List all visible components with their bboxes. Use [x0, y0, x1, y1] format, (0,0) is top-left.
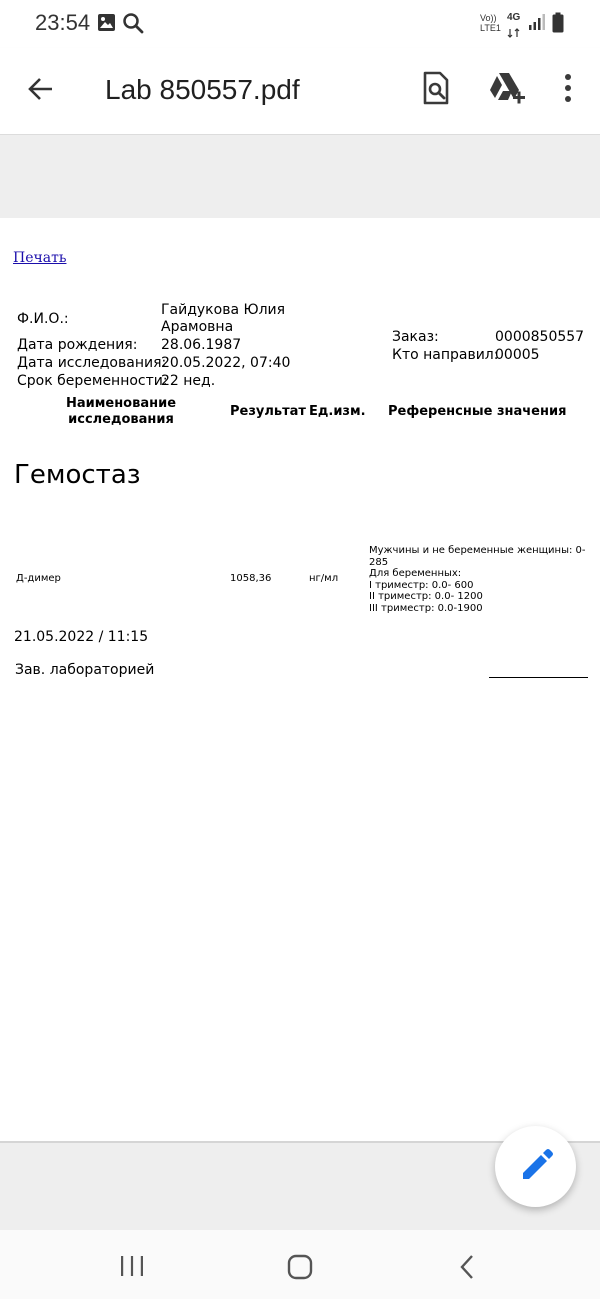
- section-title: Гемостаз: [14, 460, 141, 490]
- volte-top: Vo)): [480, 13, 497, 23]
- more-options-button[interactable]: [548, 68, 588, 108]
- study-date-value: 20.05.2022, 07:40: [161, 355, 291, 371]
- edit-fab-button[interactable]: [495, 1126, 576, 1207]
- home-icon: [286, 1253, 314, 1281]
- pencil-icon: [495, 1126, 576, 1207]
- referrer-label: Кто направил:: [392, 347, 499, 363]
- row-test-name: Д-димер: [16, 573, 61, 584]
- study-date-label: Дата исследования:: [17, 355, 167, 371]
- find-in-document-button[interactable]: [416, 68, 456, 108]
- data-arrows-icon: [507, 23, 521, 42]
- row-units: нг/мл: [309, 573, 339, 584]
- pregnancy-value: 22 нед.: [161, 373, 216, 389]
- dob-label: Дата рождения:: [17, 337, 138, 353]
- reference-line-3: I триместр: 0.0- 600: [369, 579, 474, 591]
- signal-icon: [528, 13, 546, 35]
- status-bar: [0, 0, 600, 48]
- gallery-icon: [97, 13, 116, 36]
- report-datetime: 21.05.2022 / 11:15: [14, 629, 149, 645]
- network-type: 4G: [507, 12, 521, 23]
- dob-value: 28.06.1987: [161, 337, 242, 353]
- more-vert-icon: [548, 68, 588, 108]
- print-link[interactable]: Печать: [13, 250, 67, 266]
- signature-label: Зав. лабораторией: [15, 662, 155, 678]
- drive-add-icon: [486, 68, 526, 108]
- header-units: Ед.изм.: [309, 404, 366, 419]
- order-value: 0000850557: [495, 329, 585, 345]
- header-test-name-line2: исследования: [68, 412, 174, 427]
- add-to-drive-button[interactable]: [486, 68, 526, 108]
- system-navigation-bar: [0, 1230, 600, 1299]
- chevron-left-icon: [456, 1254, 480, 1280]
- order-label: Заказ:: [392, 329, 439, 345]
- recents-icon: [118, 1254, 146, 1278]
- header-result: Результат: [230, 404, 306, 419]
- referrer-value: 00005: [495, 347, 540, 363]
- recents-button[interactable]: [118, 1254, 146, 1282]
- reference-line-5: III триместр: 0.0-1900: [369, 602, 483, 614]
- app-bar: [0, 48, 600, 135]
- row-reference: [369, 545, 589, 614]
- home-button[interactable]: [286, 1253, 314, 1285]
- header-test-name: [36, 396, 206, 428]
- battery-icon: [552, 12, 564, 37]
- document-title: Lab 850557.pdf: [105, 74, 300, 105]
- header-reference: Референсные значения: [388, 404, 567, 419]
- document-search-icon: [416, 68, 456, 108]
- status-time: 23:54: [35, 10, 91, 35]
- nav-back-button[interactable]: [456, 1254, 480, 1284]
- reference-line-4: II триместр: 0.0- 1200: [369, 591, 483, 602]
- pregnancy-label: Срок беременности:: [17, 373, 168, 389]
- volte-label: [480, 13, 501, 33]
- row-result: 1058,36: [230, 573, 272, 584]
- reference-line-2: Для беременных:: [369, 568, 462, 579]
- name-label: Ф.И.О.:: [17, 311, 69, 327]
- header-test-name-line1: Наименование: [65, 396, 177, 411]
- signature-line: [489, 677, 588, 678]
- name-value-line2: Арамовна: [161, 319, 234, 335]
- viewer-gutter-top: [0, 135, 600, 218]
- reference-line-1: Мужчины и не беременные женщины: 0-285: [369, 545, 586, 568]
- volte-bottom: LTE1: [480, 23, 501, 33]
- name-value-line1: Гайдукова Юлия: [161, 302, 286, 318]
- search-icon: [122, 12, 144, 38]
- arrow-left-icon: [24, 72, 58, 106]
- back-button[interactable]: [24, 72, 58, 106]
